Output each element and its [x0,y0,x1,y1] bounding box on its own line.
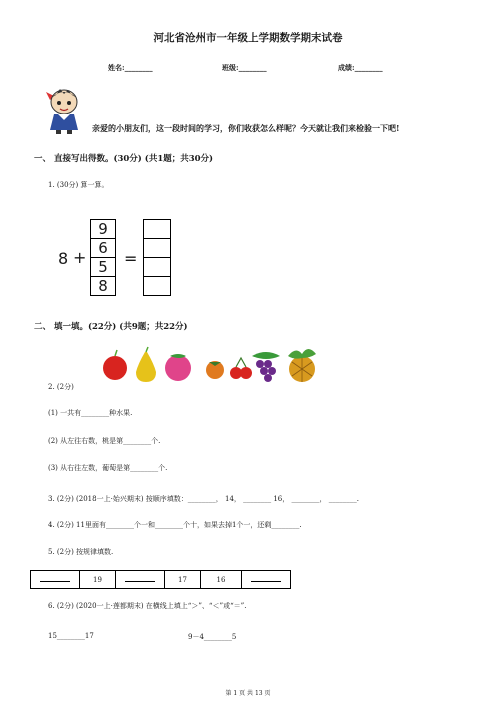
pear-icon [136,347,156,382]
sequence-cell: 19 [80,571,116,589]
question-3: 3. (2分) (2018一上·始兴期末) 按顺序填数：________， 14， ________ 16， ________， ________. [48,495,359,503]
sequence-blank-cell[interactable] [242,571,291,589]
answer-box[interactable] [144,277,170,295]
column-cell: 6 [91,239,115,258]
sequence-cell: 17 [165,571,201,589]
question-2: 2. (2分) [48,383,74,391]
question-6-a: 15________17 [48,632,94,640]
question-5: 5. (2分) 按规律填数. [48,548,114,556]
persimmon-icon [206,361,224,379]
sequence-cell: 16 [201,571,242,589]
question-1: 1. (30分) 算一算。 [48,181,109,189]
page-title: 河北省沧州市一年级上学期数学期末试卷 [153,32,343,44]
sequence-blank-cell[interactable] [116,571,165,589]
question-4: 4. (2分) 11里面有________个一和________个十，如果去掉1个一，还剩________. [48,521,302,529]
addend-column [90,219,116,296]
question-2-2: (2) 从左往右数，桃是第________个. [48,437,161,445]
pineapple-icon [288,349,316,382]
plus-sign: + [73,248,87,267]
question-2-1: (1) 一共有________种水果. [48,409,133,417]
answer-box[interactable] [144,258,170,277]
score-field-label: 成绩:________ [338,63,383,72]
question-2-3: (3) 从右往左数，葡萄是第________个. [48,464,168,472]
answer-column [143,219,171,296]
greeting-text: 亲爱的小朋友们，这一段时间的学习，你们收获怎么样呢？今天就让我们来检验一下吧! [92,123,400,133]
grapes-icon [252,352,280,382]
column-cell: 9 [91,220,115,239]
mascot-illustration [42,86,86,134]
page-footer: 第 1 页 共 13 页 [225,690,271,697]
answer-box[interactable] [144,220,170,239]
answer-box[interactable] [144,239,170,258]
sequence-blank-cell[interactable] [31,571,80,589]
section2-heading: 二、 填一填。(22分) (共9题；共22分) [34,322,188,332]
class-field-label: 班级:________ [222,63,267,72]
question-6: 6. (2分) (2020一上·莲都期末) 在横线上填上“＞”、“＜”或“＝”. [48,602,247,610]
section1-heading: 一、 直接写出得数。(30分) (共1题；共30分) [34,154,214,164]
name-field-label: 姓名:________ [108,63,153,72]
sequence-table [30,570,291,589]
equals-sign: = [124,249,138,268]
peach-icon [165,354,191,381]
addend-number: 8 [58,249,69,268]
question-6-b: 9－4________5 [188,633,237,641]
cherry-icon [230,358,252,379]
fruits-illustration [100,342,330,384]
apple-icon [103,350,127,380]
column-cell: 8 [98,277,108,295]
column-cell: 5 [91,258,115,277]
